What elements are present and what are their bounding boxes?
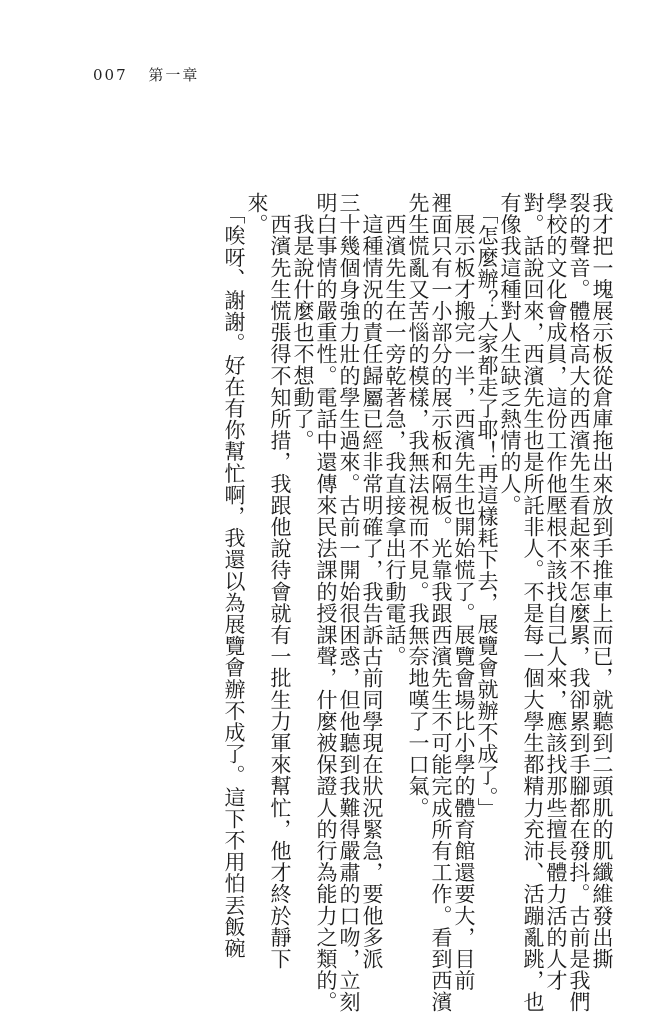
page-number: 007 bbox=[93, 66, 128, 84]
text-column: 西濱先生在一旁乾著急，我直接拿出行動電話。 bbox=[383, 192, 407, 668]
text-column: 先生慌亂又苦惱的模樣，我無法視而不見。我無奈地嘆了一口氣。 bbox=[406, 192, 430, 819]
text-column: 明白事情的嚴重性。電話中還傳來民法課的授課聲，什麼被保證人的行為能力之類的。 bbox=[314, 192, 338, 1013]
running-header bbox=[93, 64, 199, 85]
text-column: 西濱先生慌張得不知所措，我跟他說待會就有一批生力軍來幫忙，他才終於靜下 bbox=[268, 192, 292, 970]
text-column: 展示板才搬完一半，西濱先生也開始慌了。展覽會場比小學的體育館還要大，目前 bbox=[452, 192, 476, 992]
text-column: 我才把一塊展示板從倉庫拖出來放到手推車上而已，就聽到二頭肌的肌纖維發出撕 bbox=[590, 192, 614, 970]
text-column: 來。 bbox=[245, 192, 269, 236]
text-column: 這種情況的責任歸屬已經非常明確了，我告訴古前同學現在狀況緊急，要他多派 bbox=[360, 192, 384, 970]
text-column: 三十幾個身強力壯的學生過來。古前一開始很困惑，但他聽到我難得嚴肅的口吻，立刻 bbox=[337, 192, 361, 1013]
body-text bbox=[222, 192, 614, 1013]
text-column: 「怎麼辦？大家都走了耶！再這樣耗下去，展覽會就辦不成了。」 bbox=[475, 192, 499, 819]
text-column: 裂的聲音。體格高大的西濱先生看起來不怎麼累，我卻累到手腳都在發抖。古前是我們 bbox=[567, 192, 591, 1013]
text-column: 「唉呀、謝謝。好在有你幫忙啊，我還以為展覽會辦不成了。這下不用怕丟飯碗 bbox=[222, 192, 246, 960]
chapter-title: 第一章 bbox=[148, 66, 200, 84]
text-column: 裡面只有一小部分的展示板和隔板。光靠我跟西濱先生不可能完成所有工作。看到西濱 bbox=[429, 192, 453, 1013]
text-column: 有像我這種對人生缺乏熱情的人。 bbox=[498, 192, 522, 516]
text-column: 學校的文化會成員，這份工作他壓根不該找自己人來，應該找那些擅長體力活的人才 bbox=[544, 192, 568, 992]
text-column: 我是說什麼也不想動了。 bbox=[291, 192, 315, 452]
text-column: 對。話說回來，西濱先生也是所託非人。不是每一個大學生都精力充沛、活蹦亂跳，也 bbox=[521, 192, 545, 1013]
